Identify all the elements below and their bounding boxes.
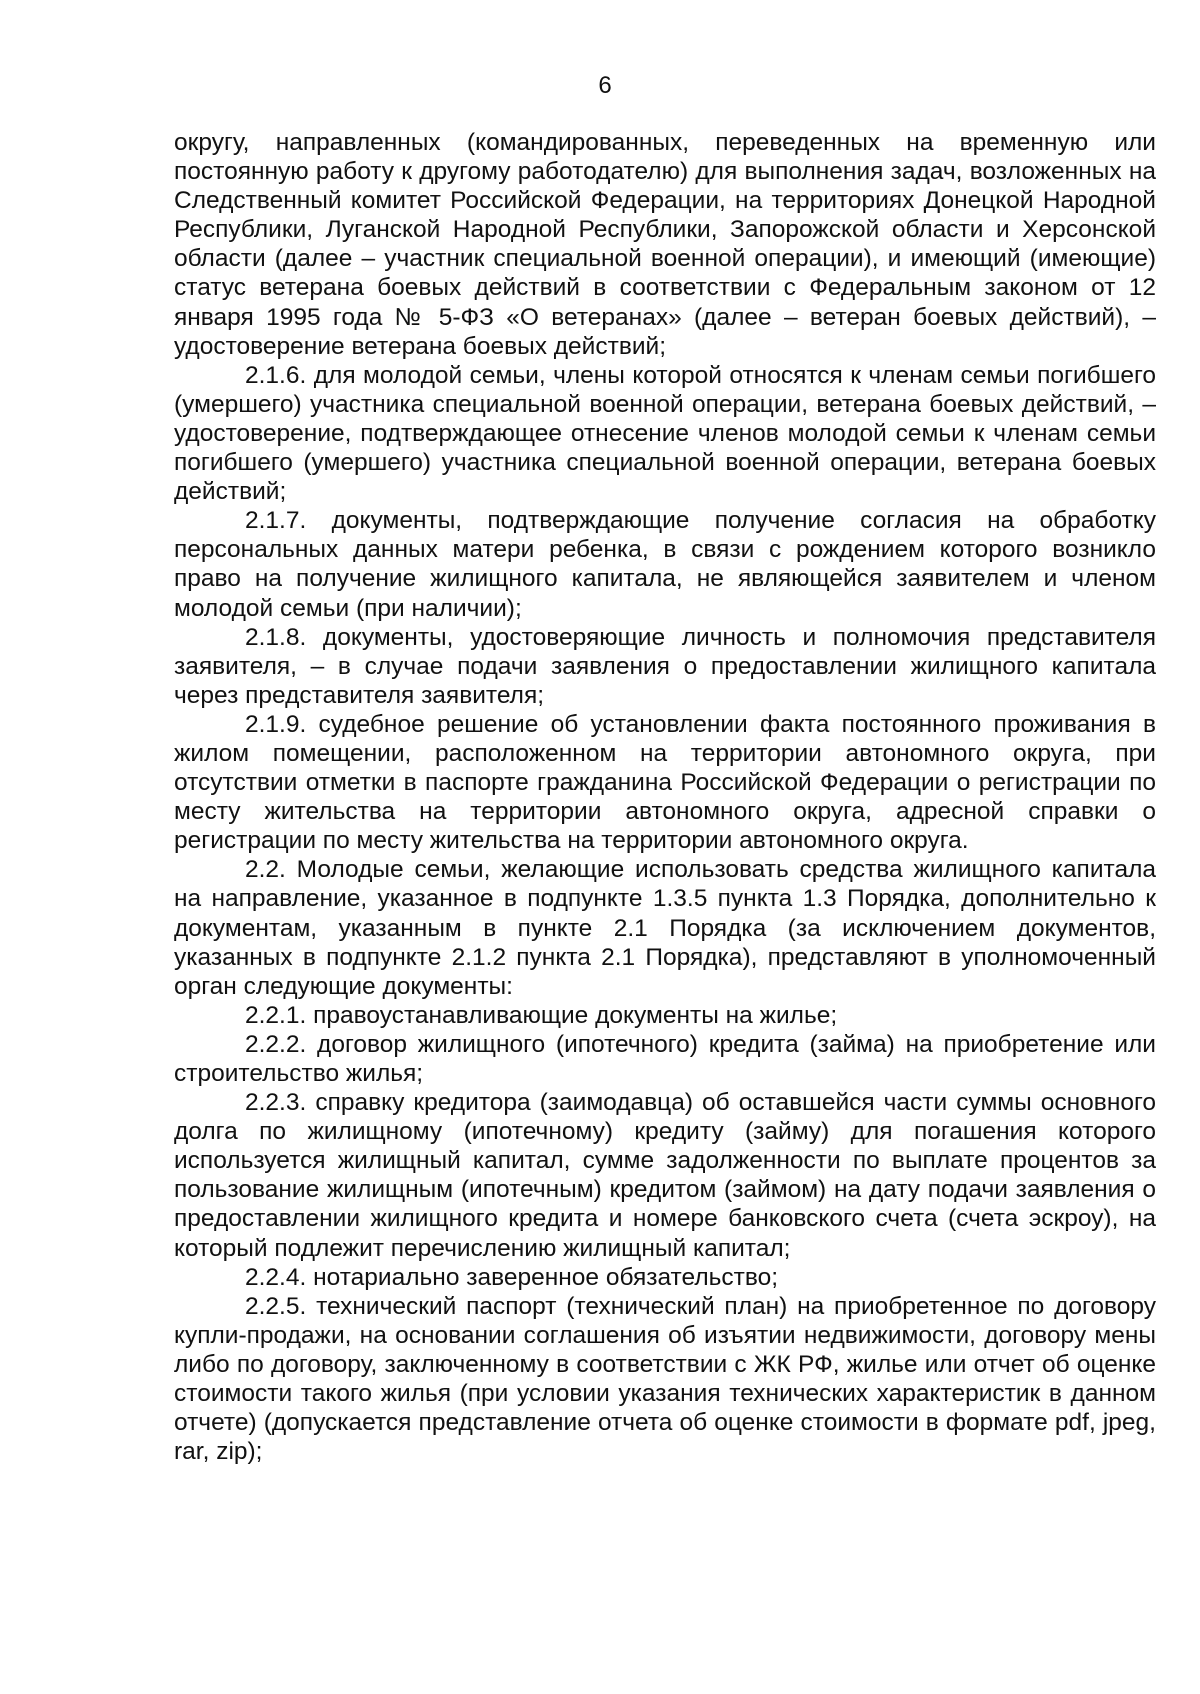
paragraph-2-1-8: 2.1.8. документы, удостоверяющие личность и полномочия представителя заявителя, – в случае подачи заявления о предоставлении жилищного капитала через представителя заявителя; <box>174 623 1156 709</box>
document-body <box>174 128 1156 1466</box>
paragraph-2-2-3: 2.2.3. справку кредитора (заимодавца) об оставшейся части суммы основного долга по жилищному (ипотечному) кредиту (займу) для погашения которого используется жилищный капитал, сумме задолженности по выплате процентов за пользование жилищным (ипотечным) кредитом (займом) на дату подачи заявления о предоставлении жилищного кредита и номере банковского счета (счета эскроу), на который подлежит перечислению жилищный капитал; <box>174 1089 1156 1262</box>
paragraph-continuation: округу, направленных (командированных, переведенных на временную или постоянную работу к другому работодателю) для выполнения задач, возложенных на Следственный комитет Российской Федерации, на территориях Донецкой Народной Республики, Луганской Народной Республики, Запорожской области и Херсонской области (далее – участник специальной военной операции), и имеющий (имеющие) статус ветерана боевых действий в соответствии с Федеральным законом от 12 января 1995 года № 5-ФЗ «О ветеранах» (далее – ветеран боевых действий), – удостоверение ветерана боевых действий; <box>174 129 1156 360</box>
paragraph-2-1-9: 2.1.9. судебное решение об установлении факта постоянного проживания в жилом помещении, расположенном на территории автономного округа, при отсутствии отметки в паспорте гражданина Российской Федерации о регистрации по месту жительства на территории автономного округа, адресной справки о регистрации по месту жительства на территории автономного округа. <box>174 710 1156 855</box>
paragraph-2-1-7: 2.1.7. документы, подтверждающие получение согласия на обработку персональных данных матери ребенка, в связи с рождением которого возникло право на получение жилищного капитала, не являющейся заявителем и членом молодой семьи (при наличии); <box>174 507 1156 622</box>
page-number: 6 <box>598 72 612 99</box>
paragraph-2-2-4: 2.2.4. нотариально заверенное обязательство; <box>245 1263 779 1291</box>
paragraph-2-1-6: 2.1.6. для молодой семьи, члены которой относятся к членам семьи погибшего (умершего) участника специальной военной операции, ветерана боевых действий, – удостоверение, подтверждающее отнесение членов молодой семьи к членам семьи погибшего (умершего) участника специальной военной операции, ветерана боевых действий; <box>174 361 1156 506</box>
paragraph-2-2: 2.2. Молодые семьи, желающие использовать средства жилищного капитала на направление, указанное в подпункте 1.3.5 пункта 1.3 Порядка, дополнительно к документам, указанным в пункте 2.1 Порядка (за исключением документов, указанных в подпункте 2.1.2 пункта 2.1 Порядка), представляют в уполномоченный орган следующие документы: <box>174 856 1156 1000</box>
paragraph-2-2-1: 2.2.1. правоустанавливающие документы на жилье; <box>245 1001 838 1029</box>
paragraph-2-2-2: 2.2.2. договор жилищного (ипотечного) кредита (займа) на приобретение или строительство жилья; <box>174 1030 1156 1087</box>
paragraph-2-2-5: 2.2.5. технический паспорт (технический план) на приобретенное по договору купли-продажи, на основании соглашения об изъятии недвижимости, договору мены либо по договору, заключенному в соответствии с ЖК РФ, жилье или отчет об оценке стоимости такого жилья (при условии указания технических характеристик в данном отчете) (допускается представление отчета об оценке стоимости в формате pdf, jpeg, rar, zip); <box>174 1292 1156 1466</box>
